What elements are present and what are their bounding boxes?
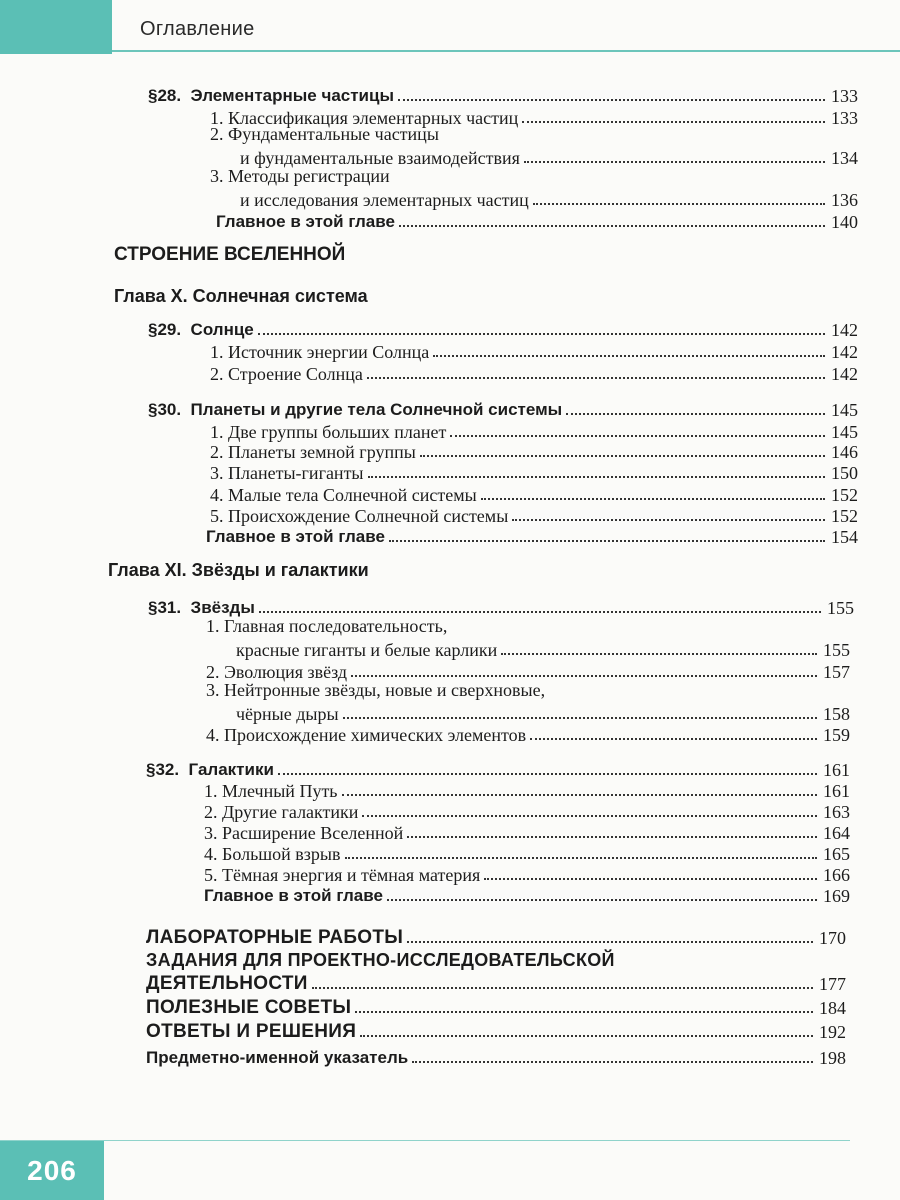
toc-item[interactable]: [204, 842, 850, 864]
dot-leader: [450, 435, 825, 437]
section-number: §30.: [148, 400, 182, 419]
page-ref: 136: [831, 190, 858, 210]
section-title: Солнце: [190, 320, 254, 339]
item-title: Две группы больших планет: [228, 422, 447, 442]
toc-item[interactable]: [204, 821, 850, 843]
dot-leader: [412, 1061, 813, 1063]
toc-item[interactable]: [210, 461, 858, 483]
dot-leader: [501, 653, 817, 655]
page-title: Оглавление: [140, 18, 255, 40]
section-number: §32.: [146, 760, 180, 779]
page-ref: 155: [827, 598, 854, 618]
dot-leader: [407, 836, 817, 838]
toc-chapter-summary[interactable]: [206, 525, 858, 547]
item-title: Малые тела Солнечной системы: [228, 485, 477, 505]
dot-leader: [420, 455, 825, 457]
item-title: Классификация элементарных частиц: [228, 108, 519, 128]
toc-chapter-summary[interactable]: [216, 210, 858, 232]
page-ref: 166: [823, 865, 850, 885]
dot-leader: [355, 1011, 813, 1013]
toc-answers[interactable]: [146, 1020, 846, 1042]
item-title: красные гиганты и белые карлики: [236, 640, 498, 660]
item-title: и фундаментальные взаимодействия: [240, 148, 520, 168]
toc-item[interactable]: [206, 660, 850, 682]
page-ref: 192: [819, 1022, 846, 1042]
page-ref: 140: [831, 212, 858, 232]
toc-projects[interactable]: [146, 972, 846, 994]
item-title: Млечный Путь: [222, 781, 338, 801]
page-ref: 142: [831, 342, 858, 362]
dot-leader: [524, 161, 825, 163]
item-number: 5.: [210, 506, 224, 526]
section-number: §28.: [148, 86, 182, 105]
page-ref: 164: [823, 823, 850, 843]
chapter-title-11[interactable]: Глава XI. Звёзды и галактики: [108, 560, 369, 580]
item-number: 4.: [204, 844, 218, 864]
item-title: ДЕЯТЕЛЬНОСТИ: [146, 973, 308, 994]
toc-item[interactable]: [204, 779, 850, 801]
toc-item[interactable]: [236, 638, 850, 660]
header-color-block: [0, 0, 112, 54]
page-ref: 134: [831, 148, 858, 168]
item-title: Фундаментальные частицы: [228, 124, 439, 144]
item-title: Строение Солнца: [228, 364, 363, 384]
page-ref: 159: [823, 725, 850, 745]
section-title: Звёзды: [190, 598, 255, 617]
dot-leader: [362, 815, 817, 817]
item-number: 1.: [210, 422, 224, 442]
page-ref: 142: [831, 364, 858, 384]
item-title: Расширение Вселенной: [222, 823, 404, 843]
dot-leader: [342, 794, 817, 796]
page-ref: 177: [819, 974, 846, 994]
toc-item-first-line[interactable]: [210, 124, 439, 144]
item-title: Главная последовательность,: [224, 616, 448, 636]
page-number-badge: [0, 1141, 104, 1200]
item-number: 3.: [206, 680, 220, 700]
section-number: §29.: [148, 320, 182, 339]
item-number: 4.: [206, 725, 220, 745]
dot-leader: [258, 333, 825, 335]
item-number: 1.: [206, 616, 220, 636]
dot-leader: [368, 476, 825, 478]
page-ref: 170: [819, 928, 846, 948]
item-number: 5.: [204, 865, 218, 885]
page-ref: 169: [823, 886, 850, 906]
toc-section-32[interactable]: [146, 758, 850, 780]
dot-leader: [533, 203, 825, 205]
page-ref: 146: [831, 442, 858, 462]
item-title: Планеты земной группы: [228, 442, 416, 462]
item-title: и исследования элементарных частиц: [240, 190, 529, 210]
page-ref: 198: [819, 1048, 846, 1068]
toc-item[interactable]: [210, 440, 858, 462]
item-title: Происхождение химических элементов: [224, 725, 527, 745]
dot-leader: [259, 611, 821, 613]
footer-rule: [0, 1140, 850, 1141]
item-title: Тёмная энергия и тёмная материя: [222, 865, 481, 885]
toc-section-30[interactable]: [148, 398, 858, 420]
dot-leader: [343, 717, 817, 719]
dot-leader: [481, 498, 825, 500]
dot-leader: [399, 225, 825, 227]
page-ref: 150: [831, 463, 858, 483]
toc-item-first-line[interactable]: [206, 680, 545, 700]
toc-item[interactable]: [210, 362, 858, 384]
item-number: 3.: [210, 463, 224, 483]
dot-leader: [312, 987, 813, 989]
page-ref: 145: [831, 400, 858, 420]
section-title: Планеты и другие тела Солнечной системы: [190, 400, 563, 419]
item-title: Методы регистрации: [228, 166, 390, 186]
item-title: ПОЛЕЗНЫЕ СОВЕТЫ: [146, 997, 352, 1018]
toc-item-first-line[interactable]: [206, 616, 447, 636]
page-ref: 133: [831, 86, 858, 106]
item-number: 2.: [210, 442, 224, 462]
dot-leader: [360, 1035, 813, 1037]
section-title: Галактики: [188, 760, 274, 779]
dot-leader: [433, 355, 825, 357]
toc-item[interactable]: [240, 188, 858, 210]
chapter-title-10[interactable]: Глава X. Солнечная система: [114, 286, 368, 306]
dot-leader: [387, 899, 817, 901]
item-title: Предметно-именной указатель: [146, 1048, 409, 1067]
dot-leader: [566, 413, 825, 415]
item-number: 3.: [204, 823, 218, 843]
item-title: Планеты-гиганты: [228, 463, 364, 483]
section-title: Элементарные частицы: [190, 86, 394, 105]
page-ref: 152: [831, 485, 858, 505]
page-ref: 142: [831, 320, 858, 340]
toc-chapter-summary[interactable]: [204, 884, 850, 906]
dot-leader: [484, 878, 817, 880]
section-number: §31.: [148, 598, 182, 617]
toc-section-29[interactable]: [148, 318, 858, 340]
dot-leader: [278, 773, 817, 775]
page-ref: 157: [823, 662, 850, 682]
dot-leader: [345, 857, 818, 859]
toc-item-first-line[interactable]: [210, 166, 390, 186]
item-title: Другие галактики: [222, 802, 359, 822]
item-title: Главное в этой главе: [204, 886, 383, 905]
item-title: ЛАБОРАТОРНЫЕ РАБОТЫ: [146, 927, 404, 948]
item-number: 3.: [210, 166, 224, 186]
toc-lab-works[interactable]: [146, 926, 846, 948]
item-title: ОТВЕТЫ И РЕШЕНИЯ: [146, 1021, 357, 1042]
item-title: чёрные дыры: [236, 704, 339, 724]
page-ref: 152: [831, 506, 858, 526]
item-number: 1.: [204, 781, 218, 801]
page-ref: 161: [823, 781, 850, 801]
item-number: 1.: [210, 342, 224, 362]
dot-leader: [398, 99, 825, 101]
page-ref: 155: [823, 640, 850, 660]
dot-leader: [367, 377, 825, 379]
toc-item[interactable]: [210, 504, 858, 526]
item-title: Главное в этой главе: [206, 527, 385, 546]
toc-item[interactable]: [210, 340, 858, 362]
dot-leader: [351, 675, 817, 677]
item-number: 2.: [206, 662, 220, 682]
header-rule: [112, 50, 900, 52]
page-ref: 133: [831, 108, 858, 128]
dot-leader: [530, 738, 817, 740]
dot-leader: [522, 121, 825, 123]
toc-section-31[interactable]: [148, 596, 854, 618]
dot-leader: [389, 540, 825, 542]
item-number: 2.: [204, 802, 218, 822]
toc-useful-tips[interactable]: [146, 996, 846, 1018]
page-ref: 184: [819, 998, 846, 1018]
toc-projects-first-line[interactable]: ЗАДАНИЯ ДЛЯ ПРОЕКТНО-ИССЛЕДОВАТЕЛЬСКОЙ: [146, 950, 615, 970]
toc-item[interactable]: [236, 702, 850, 724]
page-ref: 145: [831, 422, 858, 442]
dot-leader: [407, 941, 813, 943]
toc-item[interactable]: [204, 863, 850, 885]
item-title: Происхождение Солнечной системы: [228, 506, 509, 526]
page-ref: 163: [823, 802, 850, 822]
item-title: Источник энергии Солнца: [228, 342, 430, 362]
toc-item[interactable]: [210, 483, 858, 505]
item-title: Главное в этой главе: [216, 212, 395, 231]
page-ref: 161: [823, 760, 850, 780]
item-title: Большой взрыв: [222, 844, 341, 864]
item-title: Нейтронные звёзды, новые и сверхновые,: [224, 680, 546, 700]
toc-item[interactable]: [206, 723, 850, 745]
page-ref: 154: [831, 527, 858, 547]
item-title: Эволюция звёзд: [224, 662, 348, 682]
page-ref: 165: [823, 844, 850, 864]
item-number: 4.: [210, 485, 224, 505]
dot-leader: [512, 519, 825, 521]
toc-section-28[interactable]: [148, 84, 858, 106]
page-number: 206: [27, 1154, 77, 1186]
toc-item[interactable]: [240, 146, 858, 168]
toc-item[interactable]: [204, 800, 850, 822]
item-number: 2.: [210, 124, 224, 144]
part-title[interactable]: СТРОЕНИЕ ВСЕЛЕННОЙ: [114, 244, 346, 265]
toc-subject-index[interactable]: [146, 1046, 846, 1068]
page-ref: 158: [823, 704, 850, 724]
item-number: 1.: [210, 108, 224, 128]
item-number: 2.: [210, 364, 224, 384]
toc-item[interactable]: [210, 420, 858, 442]
